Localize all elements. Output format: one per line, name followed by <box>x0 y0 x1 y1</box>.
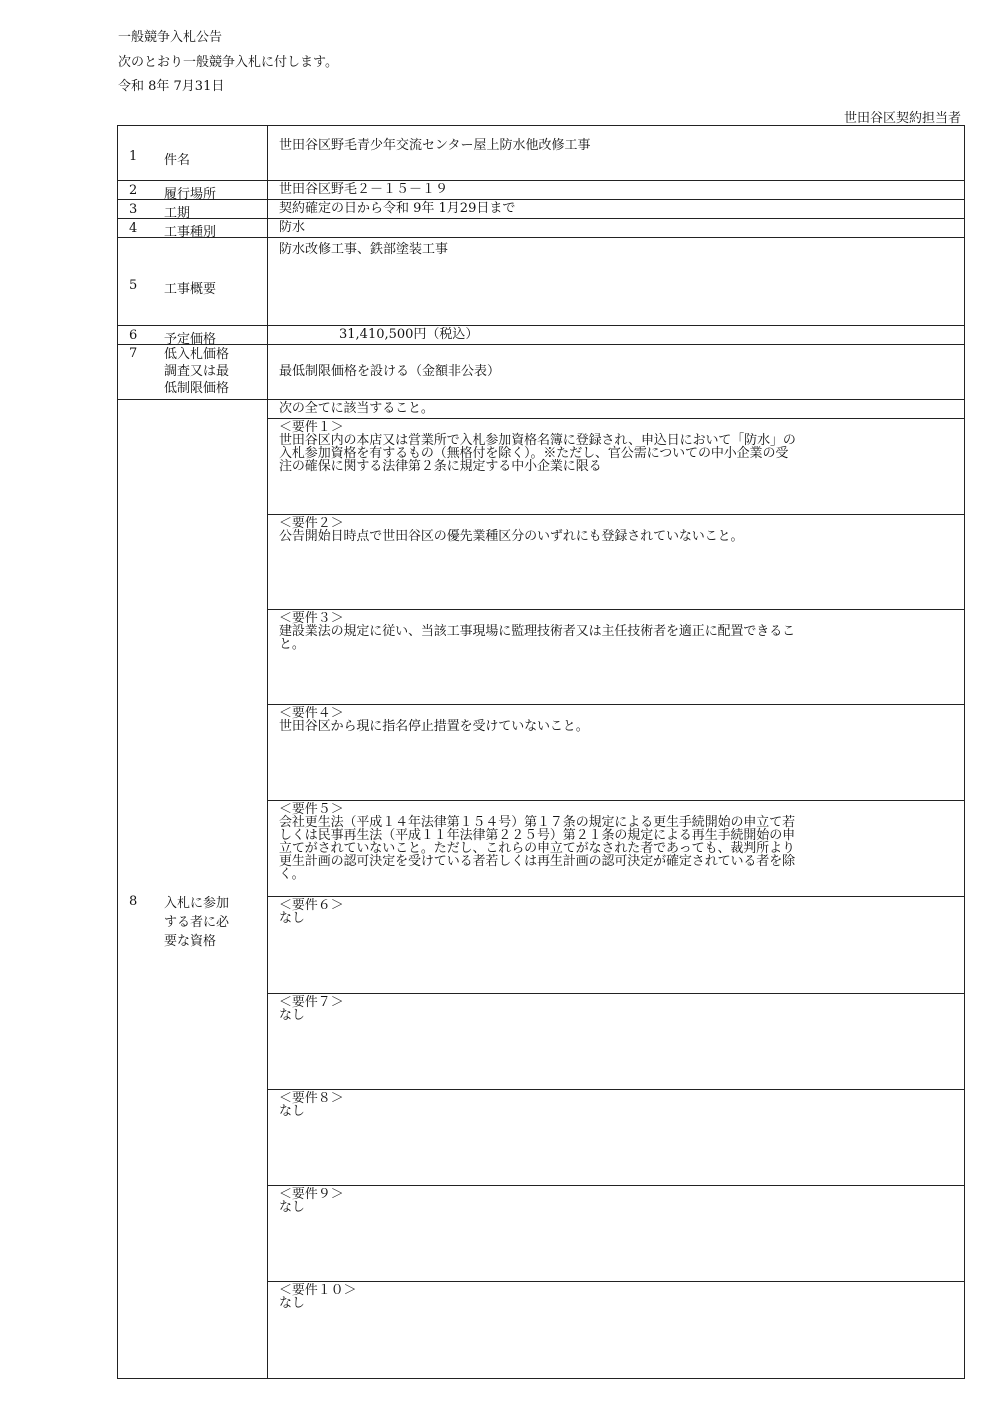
table-row-price <box>118 326 964 345</box>
requirement-8 <box>268 1090 964 1186</box>
row-value: 契約確定の日から令和 9年 1月29日まで <box>279 201 516 216</box>
requirement-text: なし <box>279 1200 305 1215</box>
requirement-title: ＜要件１０＞ <box>279 1283 357 1298</box>
requirement-text: 公告開始日時点で世田谷区の優先業種区分のいずれにも登録されていないこと。 <box>279 529 744 544</box>
row-number: 8 <box>129 894 138 909</box>
requirement-4 <box>268 705 964 801</box>
row-label: 件名 <box>164 153 191 168</box>
requirement-text: なし <box>279 1296 305 1311</box>
requirement-title: ＜要件２＞ <box>279 516 344 531</box>
requirement-text: 会社更生法（平成１４年法律第１５４号）第１７条の規定による更生手続開始の申立て若 しくは民事再生法（平成１１年法律第２２５号）第２１条の規定による再生手続開始の申 立てがされていないこと。ただし、これらの申立てがなされた者であっても、裁判所より 更生計画の認可決定を受けている者若しくは再生計画の認可決定が確定されている者を除 く。 <box>279 815 796 882</box>
row-value: 防水 <box>279 220 306 235</box>
row-number: 4 <box>129 221 138 236</box>
requirement-5 <box>268 801 964 897</box>
requirement-text: 建設業法の規定に従い、当該工事現場に監理技術者又は主任技術者を適正に配置できるこ と。 <box>279 624 796 652</box>
requirement-title: ＜要件３＞ <box>279 611 344 626</box>
row-label: 予定価格 <box>164 332 217 347</box>
table-row-work-type <box>118 219 964 238</box>
row-value: 世田谷区野毛青少年交流センター屋上防水他改修工事 <box>279 138 591 153</box>
requirement-title: ＜要件７＞ <box>279 995 344 1010</box>
requirement-title: ＜要件６＞ <box>279 898 344 913</box>
notice-table <box>117 125 965 1379</box>
requirement-title: ＜要件１＞ <box>279 420 344 435</box>
requirement-1 <box>268 419 964 515</box>
requirement-text: なし <box>279 911 305 926</box>
row-number: 1 <box>129 149 138 164</box>
row-value: 31,410,500円（税込） <box>339 327 479 342</box>
requirement-text: なし <box>279 1104 305 1119</box>
table-row-name <box>118 126 964 181</box>
requirement-7 <box>268 994 964 1090</box>
table-row-overview <box>118 238 964 326</box>
requirement-3 <box>268 610 964 705</box>
row-number: 2 <box>129 183 138 198</box>
requirement-text: なし <box>279 1008 305 1023</box>
requirement-title: ＜要件４＞ <box>279 706 344 721</box>
requirement-2 <box>268 515 964 610</box>
row-label: 履行場所 <box>164 187 217 202</box>
row-number: 7 <box>129 346 138 361</box>
notice-title: 一般競争入札公告 <box>118 30 223 45</box>
row-label: 工事概要 <box>164 282 217 297</box>
notice-date: 令和 8年 7月31日 <box>118 79 225 94</box>
notice-author: 世田谷区契約担当者 <box>843 111 961 126</box>
row-value: 防水改修工事、鉄部塗装工事 <box>279 242 449 257</box>
row-label: 工事種別 <box>164 225 217 240</box>
row-label: 工期 <box>164 206 191 221</box>
requirement-title: ＜要件９＞ <box>279 1187 344 1202</box>
row-label: 低入札価格 調査又は最 低制限価格 <box>164 347 230 396</box>
row-number: 6 <box>129 328 138 343</box>
row-number: 5 <box>129 278 138 293</box>
requirement-9 <box>268 1186 964 1282</box>
row-value: 最低制限価格を設ける（金額非公表） <box>279 364 501 379</box>
requirement-title: ＜要件８＞ <box>279 1091 344 1106</box>
table-row-period <box>118 200 964 219</box>
table-row-qualifications <box>118 400 964 1378</box>
qualification-intro: 次の全てに該当すること。 <box>268 400 964 419</box>
notice-intro: 次のとおり一般競争入札に付します。 <box>118 55 338 70</box>
requirement-text: 世田谷区から現に指名停止措置を受けていないこと。 <box>279 719 589 734</box>
requirement-text: 世田谷区内の本店又は営業所で入札参加資格名簿に登録され、申込日において「防水」の 入札参加資格を有するもの（無格付を除く）。※ただし、官公需についての中小企業の受 注の確保に関する法律第２条に規定する中小企業に限る <box>279 433 796 474</box>
row-label: 入札に参加 する者に必 要な資格 <box>164 896 230 949</box>
requirement-10 <box>268 1282 964 1378</box>
row-number: 3 <box>129 202 138 217</box>
row-value: 世田谷区野毛２－１５－１９ <box>279 182 449 197</box>
requirement-6 <box>268 897 964 994</box>
table-row-minimum-price <box>118 345 964 400</box>
table-row-location <box>118 181 964 200</box>
requirement-title: ＜要件５＞ <box>279 802 344 817</box>
